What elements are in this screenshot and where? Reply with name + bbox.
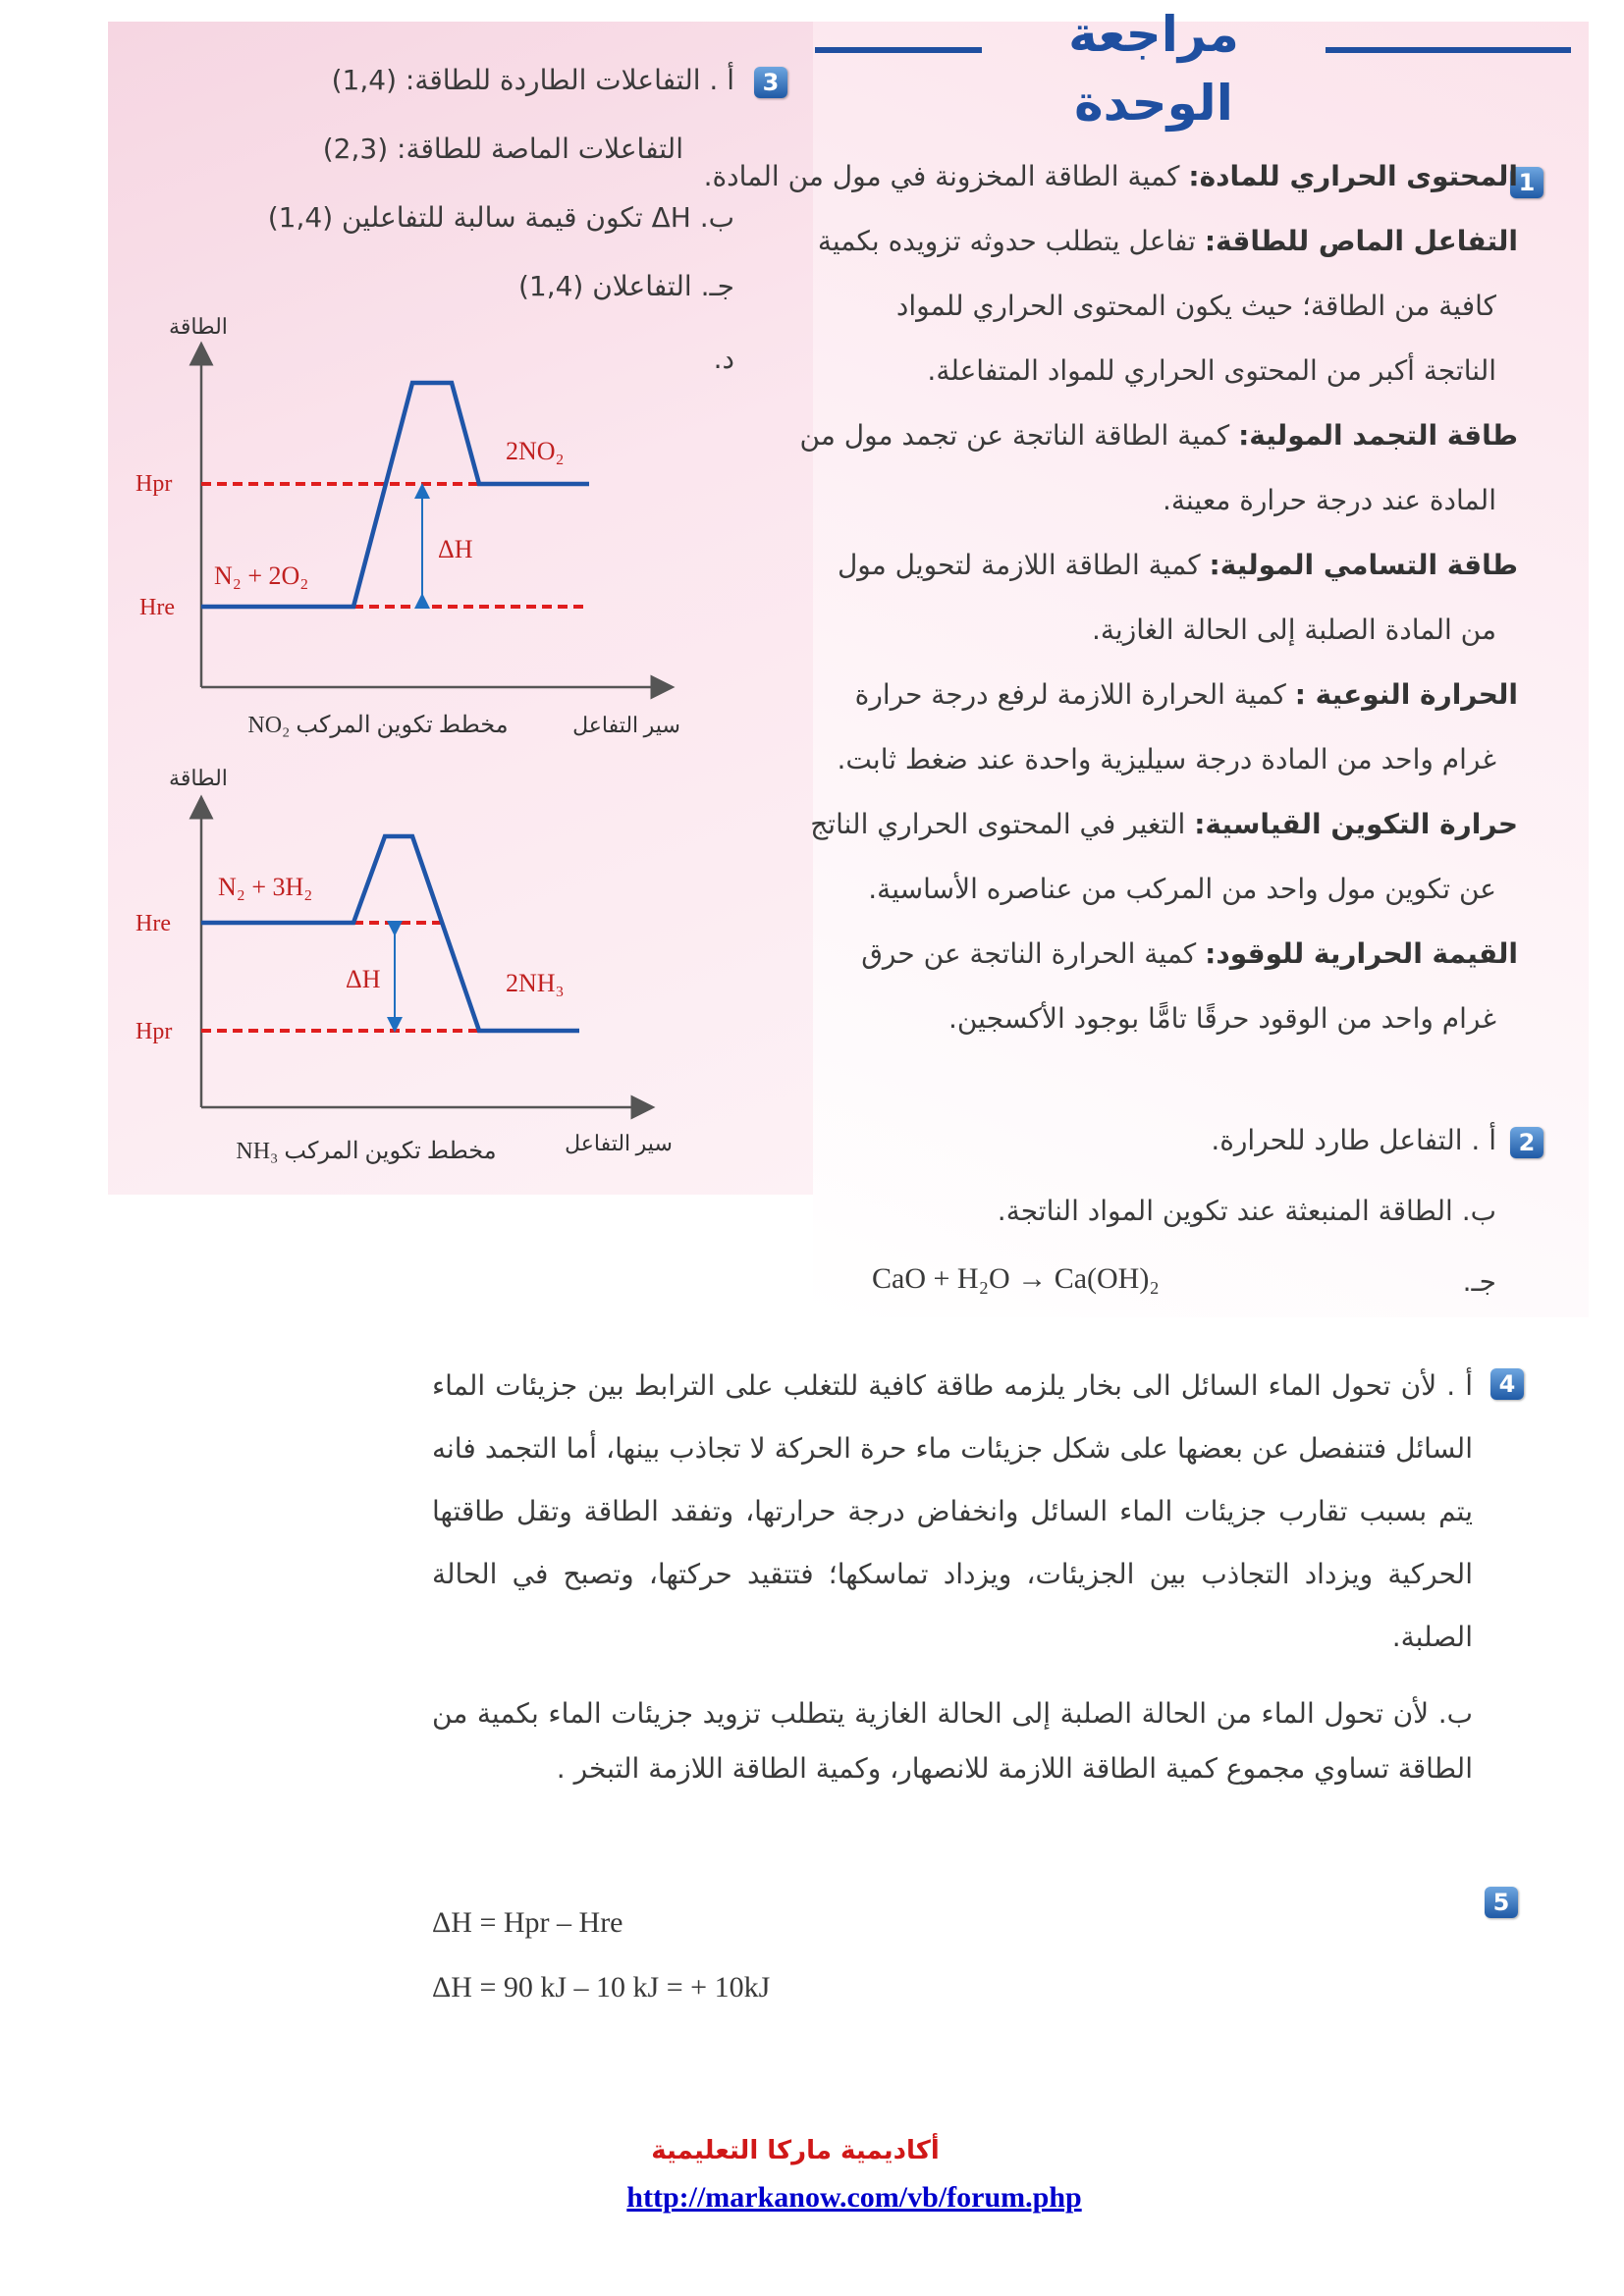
definition-text: كافية من الطاقة؛ حيث يكون المحتوى الحراري للمواد [895,290,1496,322]
definition-term: طاقة التجمد المولية: [1238,419,1518,452]
title-rule-left [815,47,982,53]
definition-term: القيمة الحرارية للوقود: [1205,937,1518,970]
definition-5-line-2 [838,740,1497,779]
title-rule-right [1326,47,1571,53]
definition-text: عن تكوين مول واحد من المركب من عناصره الأساسية. [868,873,1496,905]
definition-4-line-1 [838,546,1518,585]
question-2-c-label: جـ. [1462,1265,1496,1298]
chart1-products-label: 2NO₂ [506,437,565,465]
question-3-d: د. [713,343,734,375]
question-3-a-endothermic: التفاعلات الماصة للطاقة: (2,3) [322,133,683,165]
question-5-badge: 5 [1485,1887,1518,1918]
definition-text: كمية الطاقة الناتجة عن تجمد مول من [799,419,1230,452]
definition-2-line-2 [896,287,1496,326]
chart2-products-label: 2NH₃ [506,969,565,997]
definition-text: تفاعل يتطلب حدوثه تزويده بكمية [817,225,1196,257]
definition-5-line-1 [855,675,1518,715]
definition-term: التفاعل الماص للطاقة: [1204,225,1518,257]
definition-3-line-2 [1163,481,1496,520]
chart1-title: مخطط تكوين المركب NO₂ [247,713,509,738]
question-2-a: أ . التفاعل طارد للحرارة. [1211,1124,1496,1156]
question-3-b: ب. ΔH تكون قيمة سالبة للتفاعلين (1,4) [267,201,734,234]
chart1-x-axis-label: سير التفاعل [572,713,680,737]
no2-energy-diagram [108,294,717,756]
definition-1-line-1 [704,157,1518,196]
chart2-x-axis-label: سير التفاعل [565,1131,673,1155]
question-5-equation-1: ΔH = Hpr – Hre [432,1906,623,1939]
definition-text: غرام واحد من الوقود حرقًا تامًّا بوجود الأكسجين. [947,1002,1496,1035]
definition-text: كمية الطاقة المخزونة في مول من المادة. [703,160,1180,192]
definition-term: المحتوى الحراري للمادة: [1188,160,1518,192]
definition-text: الناتجة أكبر من المحتوى الحراري للمواد المتفاعلة. [927,354,1496,387]
chart1-reactants-label: N₂ + 2O₂ [214,561,309,590]
definition-2-line-3 [927,351,1496,391]
chart2-hre-label: Hre [135,911,171,936]
chart2-reactants-label: N₂ + 3H₂ [218,873,313,901]
chart1-delta-h-label: ΔH [438,535,473,563]
definition-2-line-1 [818,222,1518,261]
chart2-title: مخطط تكوين المركب NH₃ [236,1139,497,1164]
chart2-hpr-label: Hpr [135,1019,173,1044]
definition-text: المادة عند درجة حرارة معينة. [1163,484,1496,516]
definition-7-line-1 [861,934,1518,974]
question-1-badge: 1 [1510,167,1543,198]
chart1-y-axis-label: الطاقة [169,314,228,339]
question-3-a-exothermic: أ . التفاعلات الطاردة للطاقة: (1,4) [331,64,734,96]
definition-text: غرام واحد من المادة درجة سيليزية واحدة عند ضغط ثابت. [837,743,1496,775]
definition-6-line-2 [868,870,1496,909]
definition-term: الحرارة النوعية : [1294,678,1518,711]
chart1-hre-label: Hre [139,595,175,620]
definition-term: حرارة التكوين القياسية: [1194,808,1518,840]
definition-3-line-1 [800,416,1518,455]
definition-text: كمية الحرارة الناتجة عن حرق [861,937,1197,970]
academy-name: أكاديمية ماركا التعليمية [651,2136,940,2165]
question-4-b: ب. لأن تحول الماء من الحالة الصلبة إلى الحالة الغازية يتطلب تزويد جزيئات الماء بكمية من الطاقة تساوي مجموع كمية الطاقة اللازمة للانصهار، وكمية الطاقة اللازمة التبخر . [432,1697,1473,1785]
definition-text: كمية الطاقة اللازمة لتحويل مول [837,549,1201,581]
forum-link[interactable]: http://markanow.com/vb/forum.php [626,2181,1082,2214]
definition-text: كمية الحرارة اللازمة لرفع درجة حرارة [854,678,1286,711]
chart1-hpr-label: Hpr [135,471,173,497]
definition-text: من المادة الصلبة إلى الحالة الغازية. [1092,614,1496,646]
question-4-badge: 4 [1490,1368,1524,1400]
unit-review-title: مراجعة الوحدة [1068,6,1239,132]
chart2-y-axis-label: الطاقة [169,766,228,790]
definition-text: التغير في المحتوى الحراري الناتج [810,808,1186,840]
question-3-c: جـ. التفاعلان (1,4) [517,270,734,302]
question-2-b: ب. الطاقة المنبعثة عند تكوين المواد الناتجة. [997,1195,1496,1227]
question-4-a: أ . لأن تحول الماء السائل الى بخار يلزمه طاقة كافية للتغلب على الترابط بين جزيئات الماء السائل فتنفصل عن بعضها على شكل جزيئات ماء حرة الحركة لا تجاذب بينها، أما التجمد فانه يتم بسبب تقارب جزيئات الماء السائل وانخفاض درجة حرارتها، وتفقد الطاقة وتقل طاقتها الحركية ويزداد التجاذب بين الجزيئات، ويزداد تماسكها؛ فتتقيد حركتها، وتصبح في الحالة الصلبة. [432,1369,1473,1653]
nh3-energy-diagram [108,746,717,1198]
definition-7-line-2 [948,999,1496,1039]
question-2-c-equation: CaO + H₂O → Ca(OH)₂ [872,1262,1160,1295]
question-2-badge: 2 [1510,1127,1543,1158]
chart2-delta-h-label: ΔH [346,965,381,993]
question-5-equation-2: ΔH = 90 kJ – 10 kJ = + 10kJ [432,1971,771,2003]
chart2-energy-curve [201,836,579,1031]
definition-6-line-1 [810,805,1518,844]
question-3-badge: 3 [754,67,787,98]
definition-term: طاقة التسامي المولية: [1209,549,1518,581]
definition-4-line-2 [1092,611,1496,650]
